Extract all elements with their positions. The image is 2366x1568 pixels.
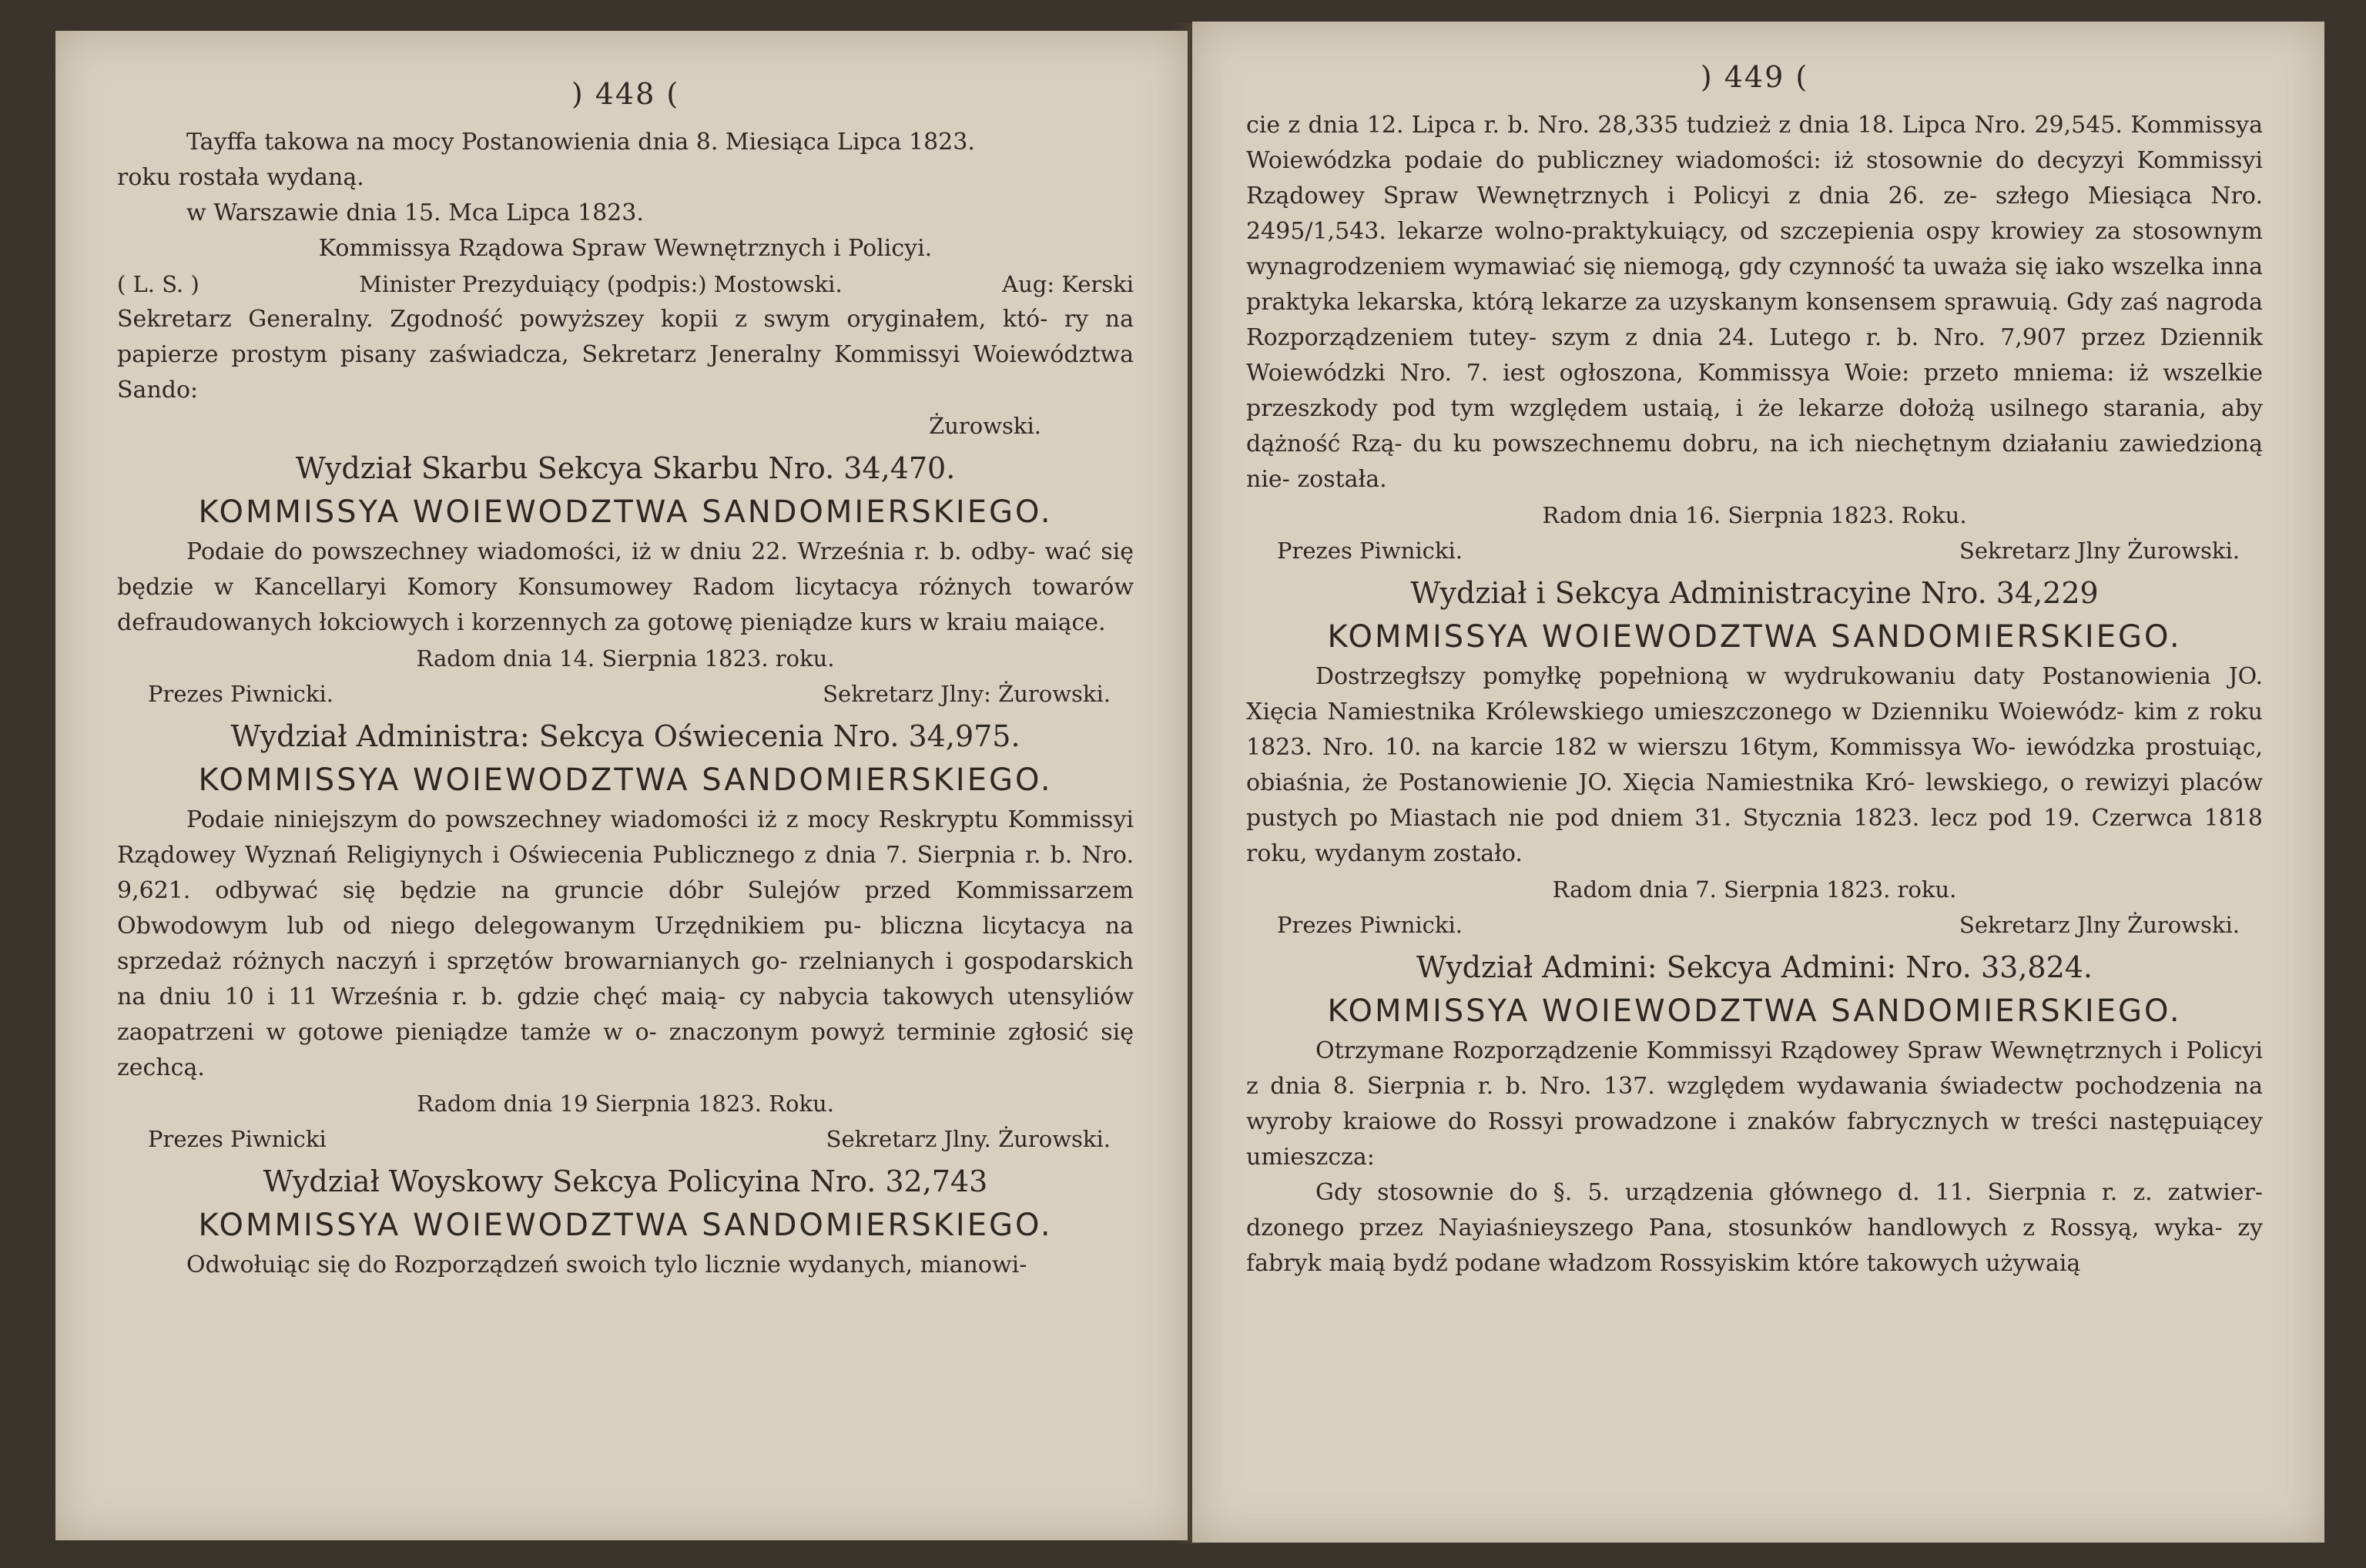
ls-line (117, 266, 1134, 302)
sekretarz-paragraph: Sekretarz Generalny. Zgodność powyższey kopii z swym oryginałem, któ- ry na papierze prostym pisany zaświadcza, Sekretarz Jeneralny Kommissyi Woiewództwa Sando: (117, 306, 1134, 404)
right-column (1246, 60, 2263, 1282)
zurowski-signature: Żurowski. (929, 413, 1041, 439)
dated-1: Radom dnia 16. Sierpnia 1823. Roku. (1542, 502, 1967, 528)
section2-signatures (117, 1121, 1134, 1157)
right-page (1192, 22, 2324, 1543)
section3-wydzial: Wydział Woyskowy Sekcya Policyina Nro. 32,743 (263, 1164, 988, 1198)
section2-kommissya: KOMMISSYA WOIEWODZTWA SANDOMIERSKIEGO. (198, 762, 1053, 798)
section1-prezes: Prezes Piwnicki. (148, 681, 333, 707)
section5-kommissya: KOMMISSYA WOIEWODZTWA SANDOMIERSKIEGO. (1327, 993, 2182, 1029)
section2-body: Podaie niniejszym do powszechney wiadomości iż z mocy Reskryptu Kommissyi Rządowey Wyznań Religiynych i Oświecenia Publicznego z dnia 7. Sierpnia r. b. Nro. 9,621. odbywać się będzie na gruncie dóbr Sulejów przed Kommissarzem Obwodowym lub od niego delegowanym Urzędnikiem pu- bliczna licytacya na sprzedaż różnych naczyń i sprzętów browarnianych go- rzelnianych i gospodarskich na dniu 10 i 11 Września r. b. gdzie chęć maią- cy nabycia takowych utensyliów zaopatrzeni w gotowe pieniądze tamże w o- znaczonym powyż terminie zgłosić się zechcą. (117, 806, 1134, 1081)
aug-signature: Aug: Kerski (1002, 271, 1134, 297)
section3-body: Odwołuiąc się do Rozporządzeń swoich tylo licznie wydanych, mianowi- (186, 1251, 1027, 1278)
section5-body-1: Otrzymane Rozporządzenie Kommissyi Rządowey Spraw Wewnętrznych i Policyi z dnia 8. Sierpnia r. b. Nro. 137. względem wydawania świadectw pochodzenia na wyroby kraiowe do Rossyi prowadzone i znaków fabrycznych w treści następuiącey umieszcza: (1246, 1037, 2263, 1171)
section1-body: Podaie do powszechney wiadomości, iż w dniu 22. Września r. b. odby- wać się będzie w Kancellaryi Komory Konsumowey Radom licytacya różnych towarów defraudowanych łokciowych i korzennych za gotowę pieniądze kurs w kraiu maiące. (117, 538, 1134, 636)
section4-signatures (1246, 907, 2263, 943)
section5-body-2: Gdy stosownie do §. 5. urządzenia głównego d. 11. Sierpnia r. z. zatwier- dzonego przez Nayiaśnieyszego Pana, stosunków handlowych z Rossyą, wyka- zy fabryk maią bydź podane władzom Rossyiskim które takowych używaią (1246, 1179, 2263, 1277)
intro-line-1: Tayffa takowa na mocy Postanowienia dnia 8. Miesiąca Lipca 1823. (186, 129, 975, 156)
continuation-text: cie z dnia 12. Lipca r. b. Nro. 28,335 tudzież z dnia 18. Lipca Nro. 29,545. Kommissya Woiewódzka podaie do publiczney wiadomości: iż stosownie do decyzyi Kommissyi Rządowey Spraw Wewnętrznych i Policyi z dnia 26. ze- szłego Miesiąca Nro. 2495/1,543. lekarze wolno-praktykuiący, od szczepienia ospy krowiey za stosownym wynagrodzeniem wymawiać się niemogą, gdy czynność ta uważa się iako wszelka inna praktyka lekarska, którą lekarze za uzyskanym konsensem sprawuią. Gdy zaś nagroda Rozporządzeniem tutey- szym z dnia 24. Lutego r. b. Nro. 7,907 przez Dziennik Woiewódzki Nro. 7. iest ogłoszona, Kommissya Woie: przeto mniema: iż wszelkie przeszkody pod tym względem ustaią, i że lekarze dołożą usilnego starania, aby dążność Rzą- du ku powszechnemu dobru, na ich niechętnym działaniu zawiedzioną nie- została. (1246, 112, 2263, 493)
section4-sekretarz: Sekretarz Jlny Żurowski. (1959, 912, 2240, 938)
intro-line-2: roku rostała wydaną. (117, 164, 364, 191)
page-number-left: ) 448 ( (571, 77, 680, 111)
section1-kommissya: KOMMISSYA WOIEWODZTWA SANDOMIERSKIEGO. (198, 494, 1053, 530)
section1-sekretarz: Sekretarz Jlny: Żurowski. (823, 681, 1111, 707)
sekretarz-1: Sekretarz Jlny Żurowski. (1959, 538, 2240, 564)
dated-warszawa: w Warszawie dnia 15. Mca Lipca 1823. (186, 199, 644, 226)
section5-wydzial: Wydział Admini: Sekcya Admini: Nro. 33,824. (1416, 950, 2093, 984)
section2-sekretarz: Sekretarz Jlny. Żurowski. (826, 1126, 1111, 1152)
prezes-1: Prezes Piwnicki. (1277, 538, 1463, 564)
section4-kommissya: KOMMISSYA WOIEWODZTWA SANDOMIERSKIEGO. (1327, 619, 2182, 655)
signatures-1 (1246, 533, 2263, 568)
kommissya-rzadowa: Kommissya Rządowa Spraw Wewnętrznych i Policyi. (318, 235, 933, 262)
minister-signature: Minister Prezyduiący (podpis:) Mostowski. (359, 271, 843, 297)
section2-dated: Radom dnia 19 Sierpnia 1823. Roku. (417, 1091, 834, 1117)
left-column (117, 77, 1134, 1283)
section3-kommissya: KOMMISSYA WOIEWODZTWA SANDOMIERSKIEGO. (198, 1208, 1053, 1243)
section1-signatures (117, 676, 1134, 712)
section4-dated: Radom dnia 7. Sierpnia 1823. roku. (1552, 876, 1957, 903)
section2-prezes: Prezes Piwnicki (148, 1126, 327, 1152)
section4-body: Dostrzegłszy pomyłkę popełnioną w wydrukowaniu daty Postanowienia JO. Xięcia Namiestnika Królewskiego umieszczonego w Dzienniku Woiewódz- kim z roku 1823. Nro. 10. na karcie 182 w wierszu 16tym, Kommissya Wo- iewódzka prostuiąc, obiaśnia, że Postanowienie JO. Xięcia Namiestnika Kró- lewskiego, o rewizyi placów pustych po Miastach nie pod dniem 31. Stycznia 1823. lecz pod 19. Czerwca 1818 roku, wydanym zostało. (1246, 663, 2263, 867)
section1-dated: Radom dnia 14. Sierpnia 1823. roku. (416, 645, 835, 672)
left-page (55, 31, 1188, 1540)
ls-seal: ( L. S. ) (117, 271, 199, 297)
section4-prezes: Prezes Piwnicki. (1277, 912, 1463, 938)
section2-wydzial: Wydział Administra: Sekcya Oświecenia Nro. 34,975. (230, 719, 1020, 753)
page-number-right: ) 449 ( (1700, 60, 1809, 94)
section4-wydzial: Wydział i Sekcya Administracyine Nro. 34,229 (1410, 576, 2099, 610)
section1-wydzial: Wydział Skarbu Sekcya Skarbu Nro. 34,470. (295, 451, 956, 485)
